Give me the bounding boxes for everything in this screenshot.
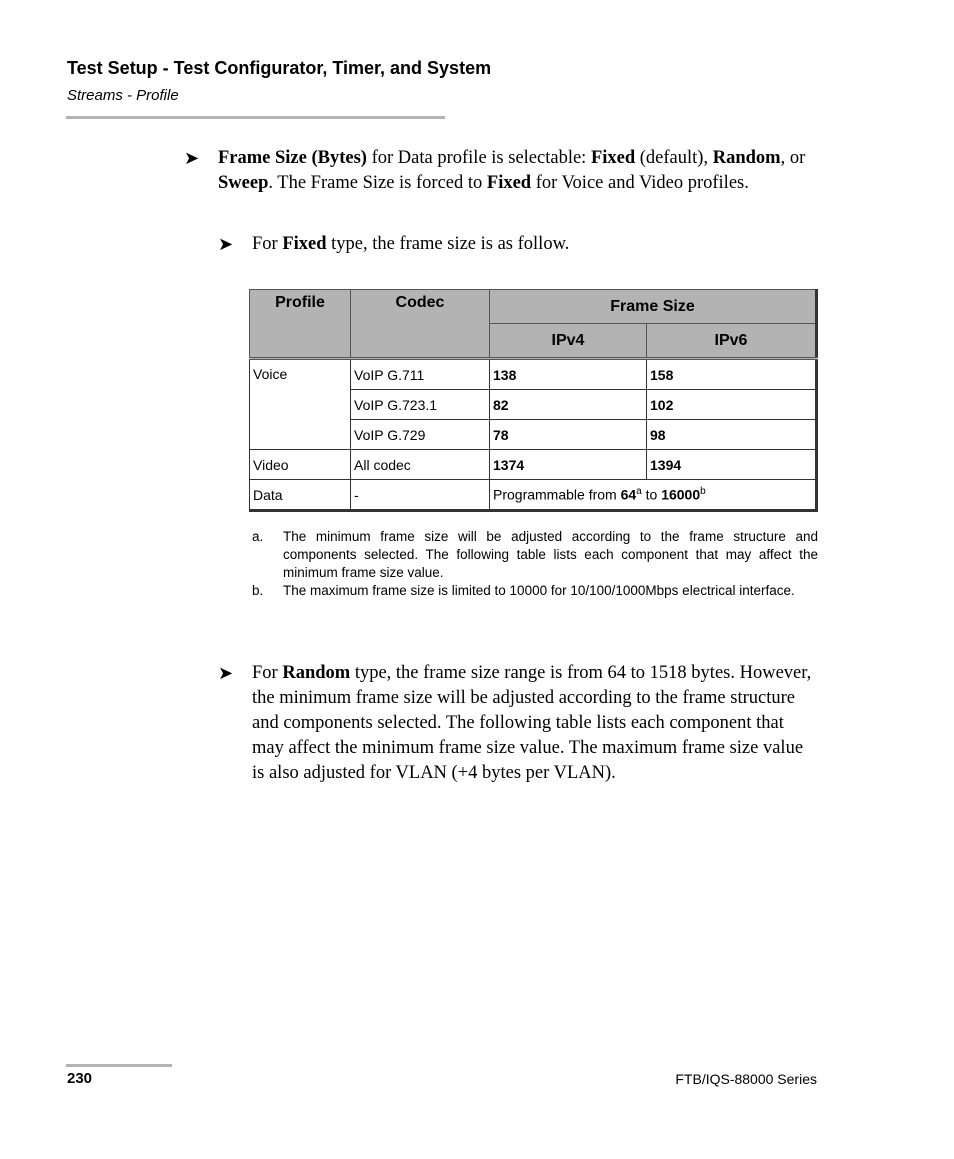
bullet-random xyxy=(218,661,818,786)
footnote-a: a. The minimum frame size will be adjusted according to the frame structure and components selected. The following table lists each component that may affect the minimum frame size value. xyxy=(252,529,818,580)
cell-ipv4: 82 xyxy=(490,390,647,420)
page-title: Test Setup - Test Configurator, Timer, and System xyxy=(67,58,492,78)
table-row xyxy=(250,359,817,390)
page-subtitle: Streams - Profile xyxy=(67,87,179,104)
cell-codec: All codec xyxy=(351,450,490,480)
cell-codec: VoIP G.711 xyxy=(351,359,490,390)
cell-codec: VoIP G.723.1 xyxy=(351,390,490,420)
bullet-text: For Random type, the frame size range is from 64 to 1518 bytes. However, the minimum frame size will be adjusted according to the frame structure and components selected. The following table lists each component that may affect the minimum frame size value. The maximum frame size value is also adjusted for VLAN (+4 bytes per VLAN). xyxy=(252,663,812,783)
header-rule xyxy=(66,116,445,119)
bullet-fixed xyxy=(218,232,818,257)
cell-ipv4: 138 xyxy=(490,359,647,390)
footer-rule xyxy=(66,1064,172,1067)
bullet-frame-size xyxy=(184,146,814,196)
cell-profile: Data xyxy=(250,480,351,511)
arrow-bullet-icon: ➤ xyxy=(184,148,200,168)
header-profile: Profile xyxy=(250,290,351,359)
header-ipv4: IPv4 xyxy=(490,324,647,359)
product-series: FTB/IQS-88000 Series xyxy=(675,1071,817,1087)
table-row xyxy=(250,480,817,511)
arrow-bullet-icon: ➤ xyxy=(218,663,234,683)
bullet-text: For Fixed type, the frame size is as follow. xyxy=(252,234,570,254)
cell-ipv6: 1394 xyxy=(647,450,817,480)
cell-ipv6: 98 xyxy=(647,420,817,450)
cell-ipv6: 158 xyxy=(647,359,817,390)
page-number: 230 xyxy=(67,1070,93,1087)
header-ipv6: IPv6 xyxy=(647,324,817,359)
cell-codec: - xyxy=(351,480,490,511)
cell-codec: VoIP G.729 xyxy=(351,420,490,450)
frame-size-table xyxy=(249,289,818,512)
cell-ipv4: 1374 xyxy=(490,450,647,480)
footnote-b: b. The maximum frame size is limited to 10000 for 10/100/1000Mbps electrical interface. xyxy=(252,583,795,598)
cell-ipv4: 78 xyxy=(490,420,647,450)
header-frame-size: Frame Size xyxy=(490,290,817,324)
table-footnotes xyxy=(252,528,818,600)
header-codec: Codec xyxy=(351,290,490,359)
table-row xyxy=(250,450,817,480)
cell-ipv6: 102 xyxy=(647,390,817,420)
cell-profile: Video xyxy=(250,450,351,480)
arrow-bullet-icon: ➤ xyxy=(218,234,234,254)
cell-programmable: Programmable from 64$^a$ to 16000$^b$ xyxy=(490,480,817,511)
cell-profile: Voice xyxy=(250,359,351,450)
bullet-text: Frame Size (Bytes) for Data profile is selectable: Fixed (default), Random, or Sweep. The Frame Size is forced to Fixed for Voice and Video profiles. xyxy=(218,148,806,193)
